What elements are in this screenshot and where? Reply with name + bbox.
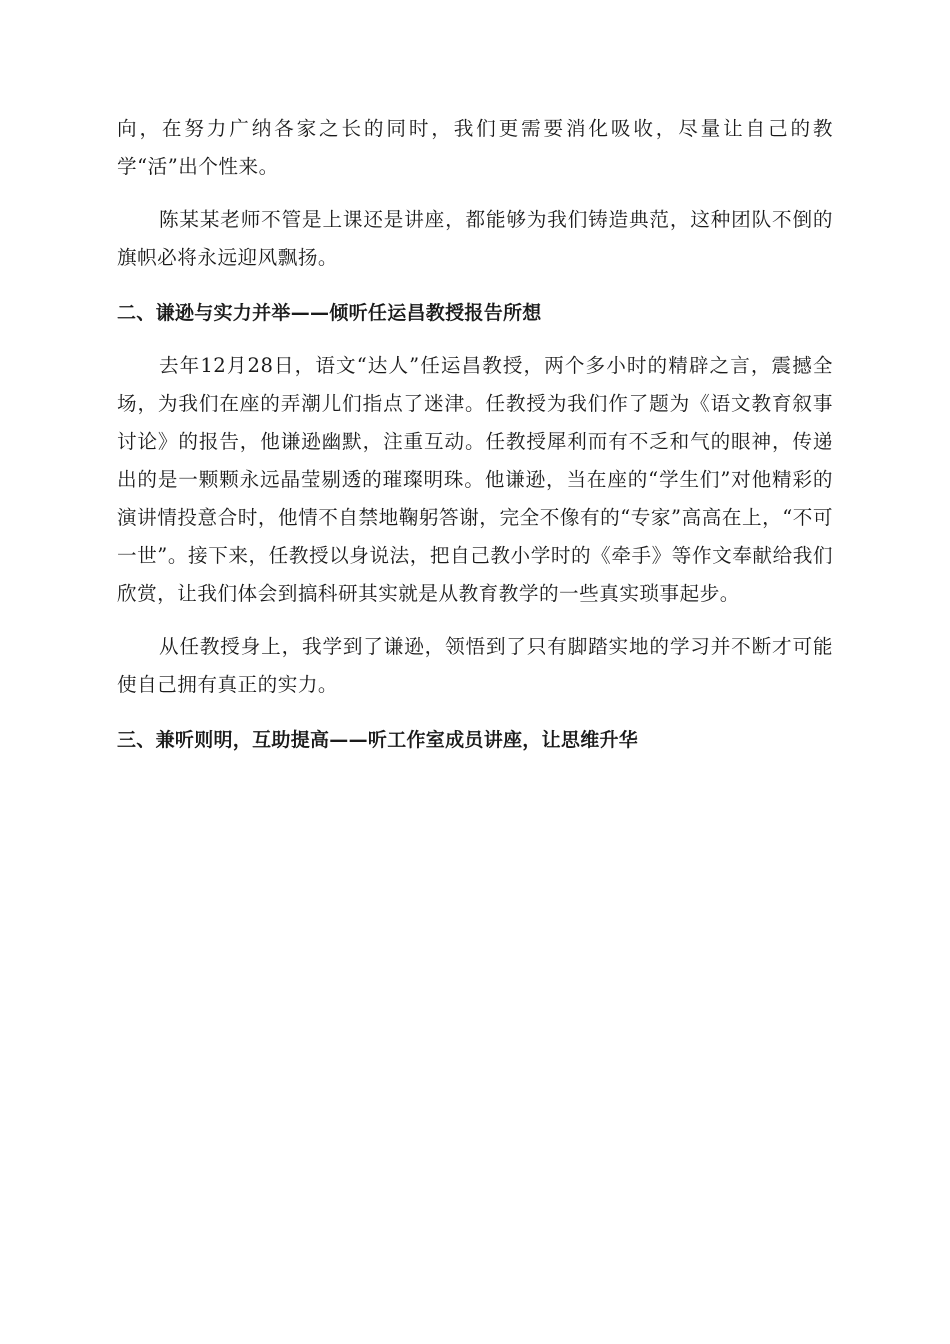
body-paragraph: 去年12月28日，语文“达人”任运昌教授，两个多小时的精辟之言，震撼全场，为我们在座的弄潮儿们指点了迷津。任教授为我们作了题为《语文教育叙事讨论》的报告，他谦逊幽默，注重互动。任教授犀利而有不乏和气的眼神，传递出的是一颗颗永远晶莹剔透的璀璨明珠。他谦逊，当在座的“学生们”对他精彩的演讲情投意合时，他情不自禁地鞠躬答谢，完全不像有的“专家”高高在上，“不可一世”。接下来，任教授以身说法，把自己教小学时的《牵手》等作文奉献给我们欣赏，让我们体会到搞科研其实就是从教育教学的一些真实琐事起步。 (117, 354, 833, 605)
document-page (117, 110, 833, 759)
section-heading: 二、谦逊与实力并举——倾听任运昌教授报告所想 (117, 302, 542, 324)
body-paragraph: 从任教授身上，我学到了谦逊，领悟到了只有脚踏实地的学习并不断才可能使自己拥有真正的实力。 (117, 635, 833, 696)
section-heading: 三、兼听则明，互助提高——听工作室成员讲座，让思维升华 (117, 729, 639, 751)
body-paragraph: 陈某某老师不管是上课还是讲座，都能够为我们铸造典范，这种团队不倒的旗帜必将永远迎风飘扬。 (117, 208, 833, 269)
body-paragraph: 向，在努力广纳各家之长的同时，我们更需要消化吸收，尽量让自己的教学“活”出个性来。 (117, 117, 833, 178)
